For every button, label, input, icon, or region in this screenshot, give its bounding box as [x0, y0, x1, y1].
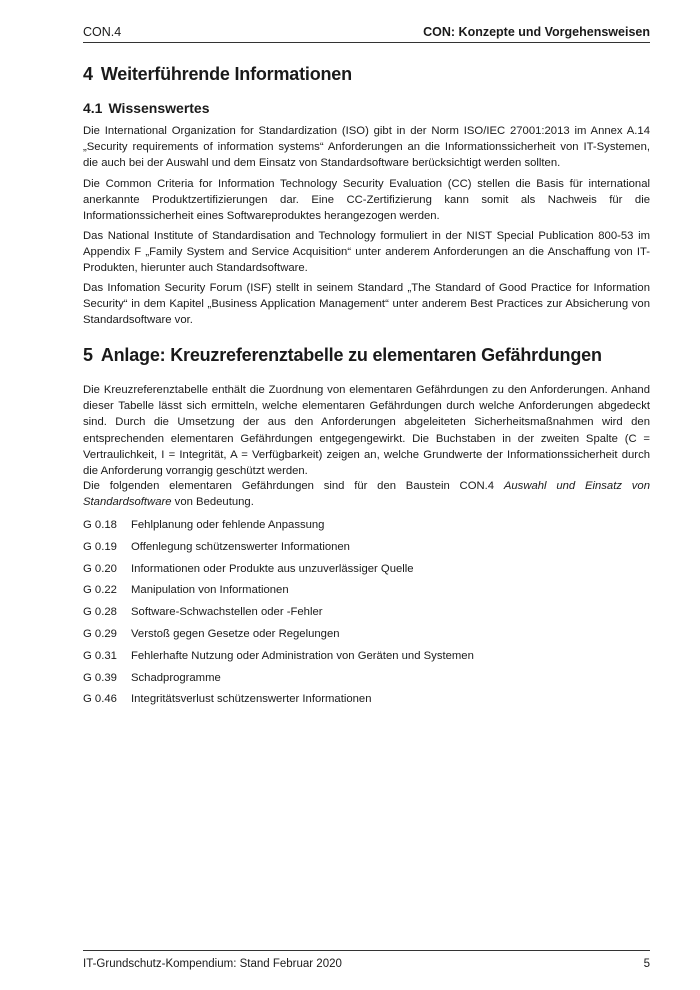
section-4-1-title: Wissenswertes: [108, 100, 210, 116]
running-header: [83, 22, 650, 42]
threat-label: Fehlerhafte Nutzung oder Administration von Geräten und Systemen: [131, 649, 474, 662]
list-intro-suffix: von Bedeutung.: [171, 496, 254, 509]
threat-code: G 0.28: [83, 606, 117, 619]
threat-code: G 0.22: [83, 584, 117, 597]
section-5-title: Anlage: Kreuzreferenztabelle zu elementaren Gefährdungen: [100, 345, 602, 365]
threat-item: [83, 604, 650, 626]
section-5-heading: [83, 345, 602, 366]
footer-rule: [83, 950, 650, 951]
threat-label: Software-Schwachstellen oder -Fehler: [131, 606, 323, 619]
threat-item: [83, 582, 650, 604]
threat-item: [83, 626, 650, 648]
section-4-1-number: 4.1: [83, 100, 103, 116]
footer-publication: IT-Grundschutz-Kompendium: Stand Februar 2020: [83, 958, 342, 970]
threat-code: G 0.29: [83, 627, 117, 640]
threat-item: [83, 691, 650, 713]
paragraph-iso: Die International Organization for Standardization (ISO) gibt in der Norm ISO/IEC 27001:2013 im Annex A.14 „Security requirements of information systems“ Anforderungen an die Informationssicherheit von IT-Systemen, die auch bei der Auswahl und dem Einsatz von Standardsoftware berücksichtigt werden sollten.: [83, 125, 650, 170]
threat-item: [83, 670, 650, 692]
threat-list: [83, 517, 650, 713]
threat-label: Fehlplanung oder fehlende Anpassung: [131, 519, 325, 531]
paragraph-common-criteria: Die Common Criteria for Information Technology Security Evaluation (CC) stellen die Basis für international anerkannte Produktzertifizierungen dar. Eine CC-Zertifizierung kann somit als Nachweis für die Informationssicherheit eines Softwareproduktes herangezogen werden.: [83, 178, 650, 223]
threat-item: [83, 517, 650, 539]
threat-label: Informationen oder Produkte aus unzuverlässiger Quelle: [131, 562, 414, 575]
threat-item: [83, 648, 650, 670]
document-page: [83, 0, 650, 990]
threat-code: G 0.19: [83, 540, 117, 553]
threat-item: [83, 561, 650, 583]
paragraph-isf: Das Infomation Security Forum (ISF) stellt in seinem Standard „The Standard of Good Practice for Information Security“ in dem Kapitel „Business Application Management“ unter anderem Best Practices zur Absicherung von Standardsoftware vor.: [83, 282, 650, 327]
paragraph-nist: Das National Institute of Standardisation and Technology formuliert in der NIST Special Publication 800-53 im Appendix F „Family System and Service Acquisition“ unter anderem Anforderungen an die Anschaffung von IT-Produkten, hierunter auch Standardsoftware.: [83, 230, 650, 275]
section-4-title: Weiterführende Informationen: [100, 64, 352, 84]
section-4-1-heading: [83, 100, 210, 116]
threat-code: G 0.18: [83, 519, 117, 531]
header-module-id: CON.4: [83, 25, 122, 39]
threat-label: Manipulation von Informationen: [131, 584, 289, 597]
threat-item: [83, 539, 650, 561]
section-4-number: 4: [83, 64, 93, 84]
list-intro-text: Die folgenden elementaren Gefährdungen sind für den Baustein CON.4: [83, 480, 504, 492]
header-chapter-title: CON: Konzepte und Vorgehensweisen: [423, 25, 650, 39]
threat-code: G 0.46: [83, 693, 117, 706]
running-footer: [83, 955, 650, 973]
page-number: 5: [643, 958, 650, 970]
header-rule: [83, 42, 650, 43]
threat-label: Verstoß gegen Gesetze oder Regelungen: [131, 627, 340, 640]
section-4-heading: [83, 64, 352, 85]
threat-code: G 0.20: [83, 562, 117, 575]
section-5-number: 5: [83, 345, 93, 365]
threat-code: G 0.31: [83, 649, 117, 662]
threat-label: Schadprogramme: [131, 671, 221, 684]
threat-code: G 0.39: [83, 671, 117, 684]
threat-label: Offenlegung schützenswerter Informationen: [131, 540, 350, 553]
threat-label: Integritätsverlust schützenswerter Informationen: [131, 693, 372, 706]
list-intro-module-title: Auswahl und Einsatz von Standardsoftware: [83, 480, 650, 509]
paragraph-threat-list-intro: [83, 478, 650, 510]
paragraph-cross-reference-intro: Die Kreuzreferenztabelle enthält die Zuordnung von elementaren Gefährdungen zu den Anforderungen. Anhand dieser Tabelle lässt sich ermitteln, welche elementaren Gefährdungen durch welche Anforderungen abgedeckt sind. Durch die Umsetzung der aus den Anforderungen abgeleiteten Sicherheitsmaßnahmen wird den entsprechenden elementaren Gefährdungen entgegengewirkt. Die Buchstaben in der zweiten Spalte (C = Vertraulichkeit, I = Integrität, A = Verfügbarkeit) zeigen an, welche Grundwerte der Informationssicherheit durch die Anforderung vorrangig geschützt werden.: [83, 384, 650, 478]
